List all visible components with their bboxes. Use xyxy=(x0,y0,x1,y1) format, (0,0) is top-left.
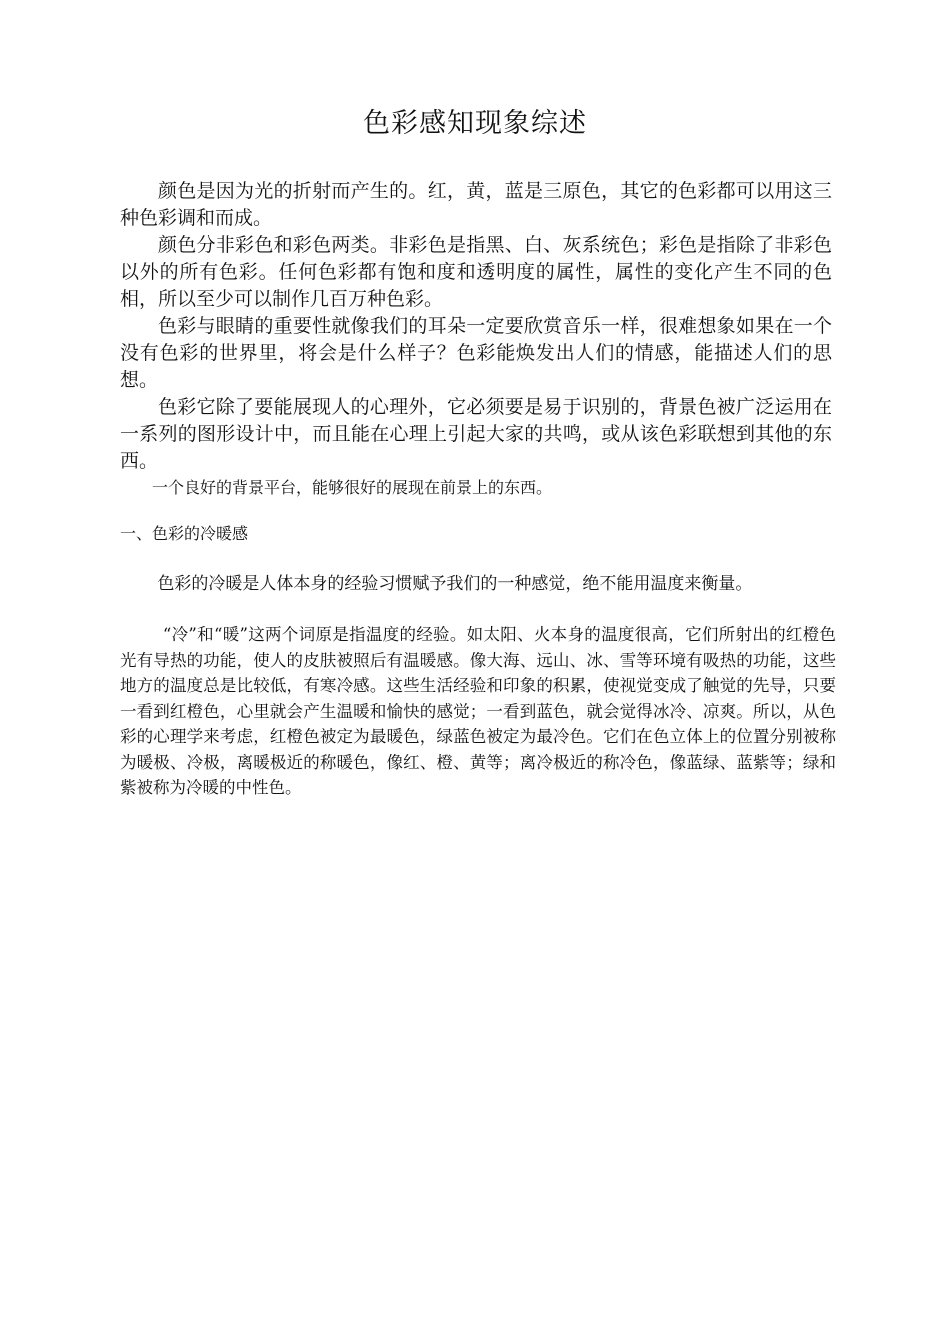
intro-section xyxy=(120,178,832,501)
section-lead-paragraph: 色彩的冷暖是人体本身的经验习惯赋予我们的一种感觉，绝不能用温度来衡量。 xyxy=(157,574,753,594)
section-body-paragraph: “冷”和“暖”这两个词原是指温度的经验。如太阳、火本身的温度很高，它们所射出的红橙色光有导热的功能，使人的皮肤被照后有温暖感。像大海、远山、冰、雪等环境有吸热的功能，这些地方的温度总是比较低，有寒冷感。这些生活经验和印象的积累，使视觉变成了触觉的先导，只要一看到红橙色，心里就会产生温暖和愉快的感觉；一看到蓝色，就会觉得冰冷、凉爽。所以，从色彩的心理学来考虑，红橙色被定为最暖色，绿蓝色被定为最冷色。它们在色立体上的位置分别被称为暖极、冷极，离暖极近的称暖色，像红、橙、黄等；离冷极近的称冷色，像蓝绿、蓝紫等；绿和紫被称为冷暖的中性色。 xyxy=(120,625,836,797)
intro-paragraph-4: 色彩它除了要能展现人的心理外，它必须要是易于识别的，背景色被广泛运用在一系列的图形设计中，而且能在心理上引起大家的共鸣，或从该色彩联想到其他的东西。 xyxy=(120,396,832,472)
intro-paragraph-3: 色彩与眼睛的重要性就像我们的耳朵一定要欣赏音乐一样，很难想象如果在一个没有色彩的世界里，将会是什么样子？色彩能焕发出人们的情感，能描述人们的思想。 xyxy=(120,315,832,391)
document-title: 色彩感知现象综述 xyxy=(363,108,587,139)
section-heading: 一、色彩的冷暖感 xyxy=(120,524,249,543)
intro-paragraph-5: 一个良好的背景平台，能够很好的展现在前景上的东西。 xyxy=(152,478,553,497)
intro-paragraph-2: 颜色分非彩色和彩色两类。非彩色是指黑、白、灰系统色；彩色是指除了非彩色以外的所有色彩。任何色彩都有饱和度和透明度的属性，属性的变化产生不同的色相，所以至少可以制作几百万种色彩。 xyxy=(120,234,832,310)
intro-paragraph-1: 颜色是因为光的折射而产生的。红，黄，蓝是三原色，其它的色彩都可以用这三种色彩调和而成。 xyxy=(120,180,832,229)
